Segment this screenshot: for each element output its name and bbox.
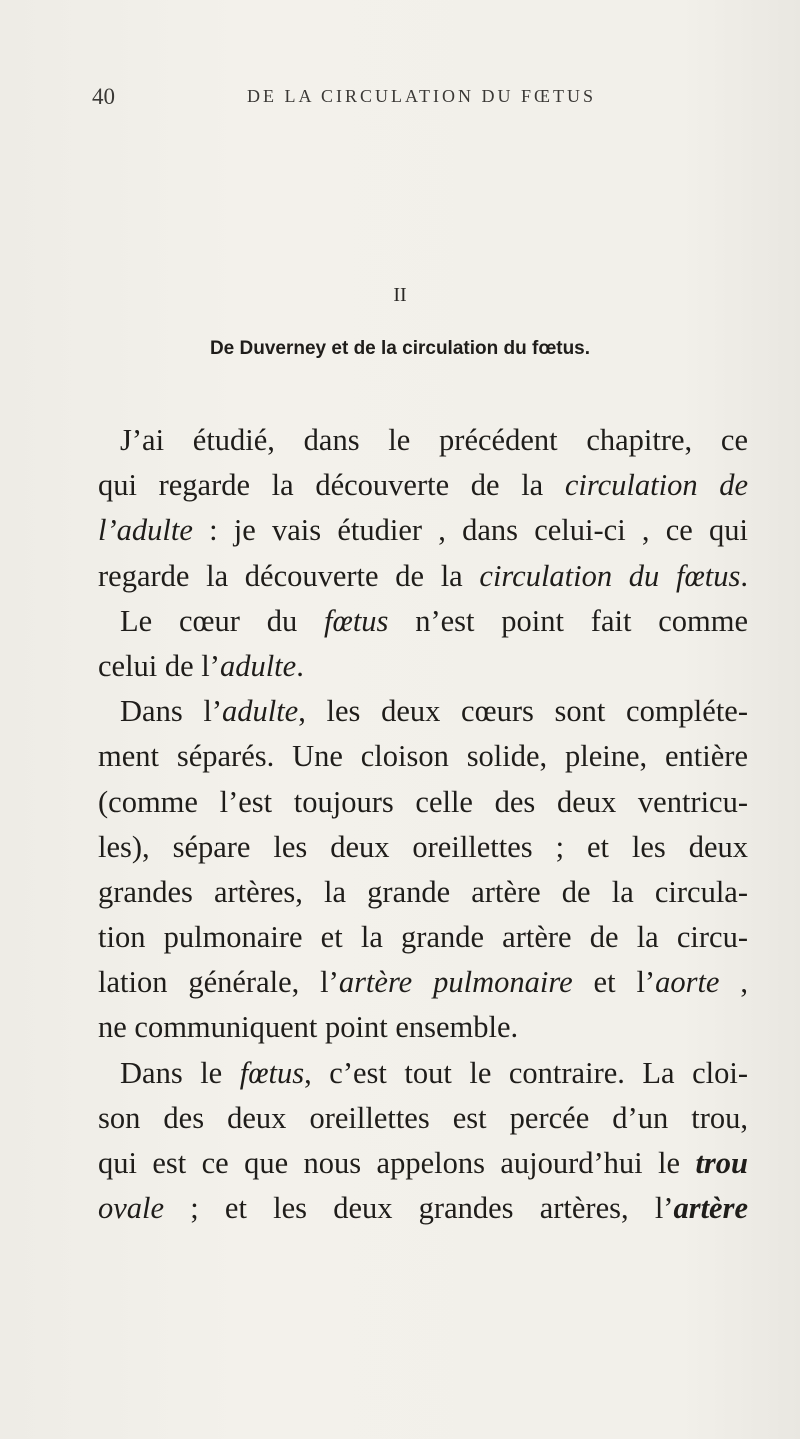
text-line: celui de l’adulte.	[98, 648, 304, 683]
text-line: Dans le fœtus, c’est tout le contraire. La cloi-	[120, 1055, 748, 1090]
running-head	[92, 84, 632, 118]
section-number: II	[393, 284, 407, 306]
text-line: ovale ; et les deux grandes artères, l’artère	[98, 1191, 748, 1226]
running-title: DE LA CIRCULATION DU FŒTUS	[247, 86, 597, 106]
text-line: regarde la découverte de la circulation du fœtus.	[98, 558, 749, 593]
text-line: tion pulmonaire et la grande artère de la circu-	[98, 920, 748, 955]
text-line: Le cœur du fœtus n’est point fait comme	[120, 603, 748, 638]
text-line: les), sépare les deux oreillettes ; et les deux	[98, 829, 748, 864]
text-line: ne communiquent point ensemble.	[98, 1010, 519, 1045]
text-line: (comme l’est toujours celle des deux ventricu-	[98, 784, 748, 819]
text-line: l’adulte : je vais étudier , dans celui-ci , ce qui	[98, 513, 748, 548]
text-line: qui est ce que nous appelons aujourd’hui le trou	[98, 1146, 748, 1180]
text-line: son des deux oreillettes est percée d’un trou,	[98, 1100, 748, 1135]
text-line: J’ai étudié, dans le précédent chapitre, ce	[120, 423, 748, 457]
text-line: qui regarde la découverte de la circulation de	[98, 468, 748, 503]
text-line: lation générale, l’artère pulmonaire et l’aorte ,	[98, 965, 748, 1000]
page-number: 40	[92, 84, 115, 109]
body-text	[98, 418, 748, 1231]
text-line: grandes artères, la grande artère de la circula-	[98, 874, 748, 909]
section-title: De Duverney et de la circulation du fœtus.	[209, 338, 591, 359]
text-line: Dans l’adulte, les deux cœurs sont compléte-	[120, 694, 748, 729]
text-line: ment séparés. Une cloison solide, pleine, entière	[98, 739, 748, 774]
